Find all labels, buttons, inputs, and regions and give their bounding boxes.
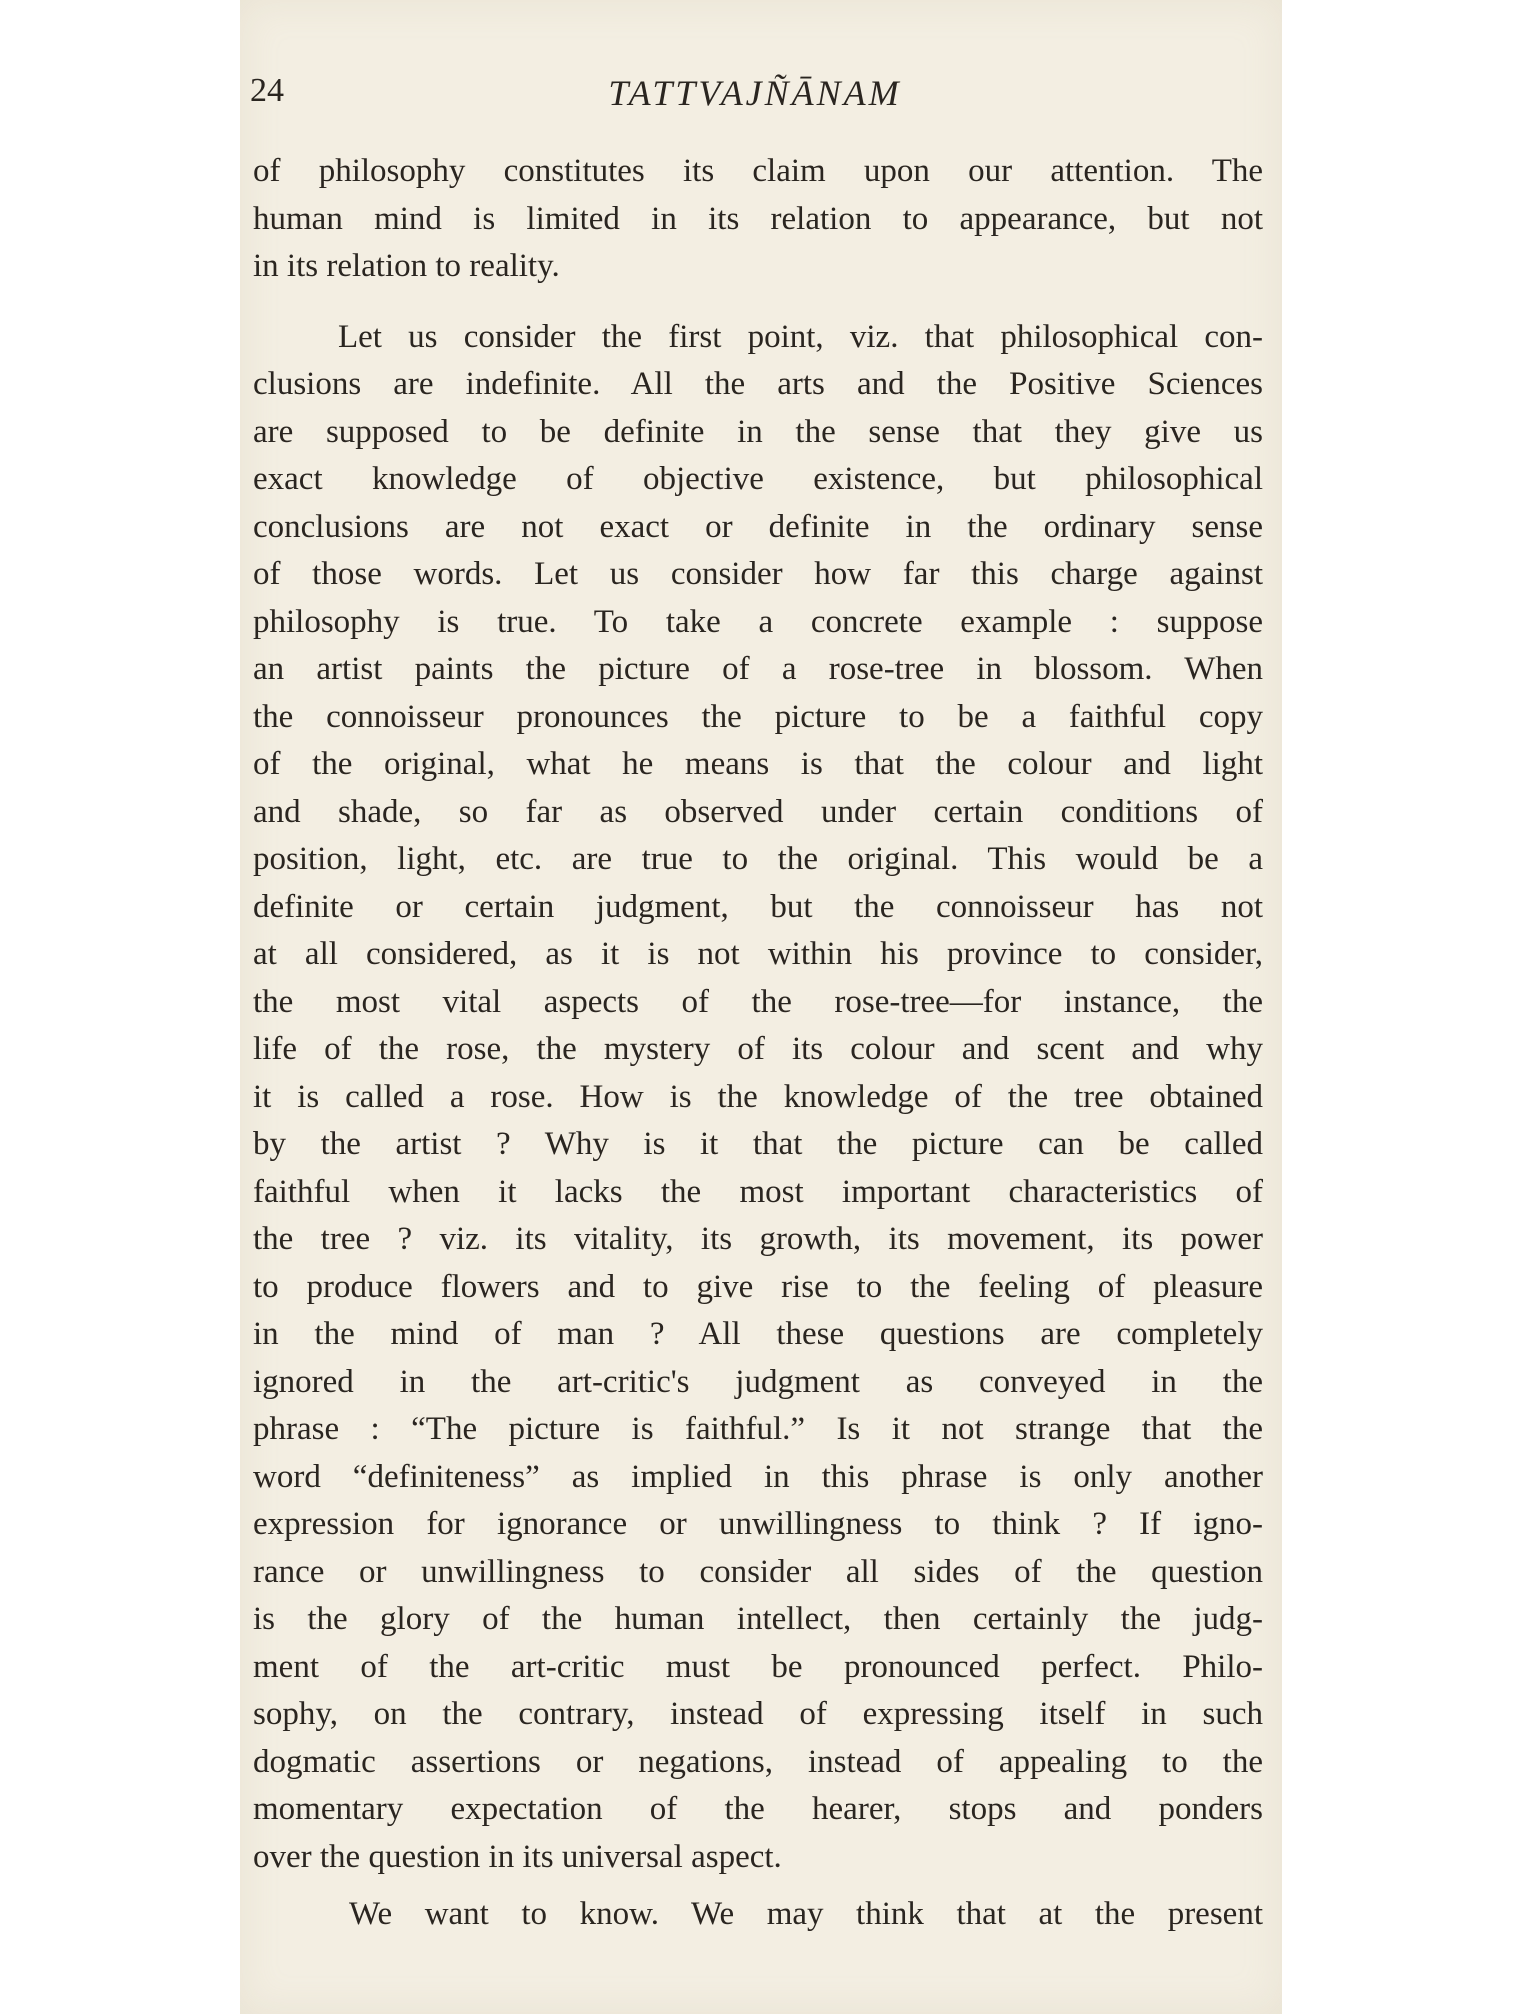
text-line: faithful when it lacks the most important characteristics of (253, 1173, 1263, 1210)
text-line: of those words. Let us consider how far this charge against (253, 556, 1263, 592)
text-line: an artist paints the picture of a rose-tree in blossom. When (253, 651, 1263, 687)
text-line: it is called a rose. How is the knowledge of the tree obtained (253, 1078, 1263, 1115)
text-line: sophy, on the contrary, instead of expressing itself in such (253, 1696, 1263, 1732)
body-text (253, 148, 1263, 1939)
text-line: Let us consider the first point, viz. that philosophical con- (338, 318, 1263, 355)
text-line: is the glory of the human intellect, then certainly the judg- (253, 1601, 1263, 1637)
text-line: clusions are indefinite. All the arts and the Positive Sciences (253, 366, 1263, 402)
text-line: phrase : “The picture is faithful.” Is it not strange that the (253, 1411, 1263, 1447)
text-line: are supposed to be definite in the sense that they give us (253, 413, 1263, 450)
text-line: rance or unwillingness to consider all sides of the question (253, 1553, 1263, 1590)
text-line: in the mind of man ? All these questions are completely (253, 1316, 1263, 1352)
text-line: momentary expectation of the hearer, stops and ponders (253, 1791, 1263, 1827)
paragraph-1 (253, 148, 1263, 291)
text-line: human mind is limited in its relation to appearance, but not (253, 200, 1263, 237)
text-line: conclusions are not exact or definite in the ordinary sense (253, 508, 1263, 545)
text-line: ignored in the art-critic's judgment as conveyed in the (253, 1363, 1263, 1400)
text-line: position, light, etc. are true to the original. This would be a (253, 841, 1263, 877)
text-line: We want to know. We may think that at the present (349, 1896, 1263, 1932)
page-number: 24 (250, 72, 284, 109)
text-line: by the artist ? Why is it that the picture can be called (253, 1126, 1263, 1162)
running-head (250, 64, 1260, 124)
text-line: philosophy is true. To take a concrete example : suppose (253, 603, 1263, 640)
text-line: ment of the art-critic must be pronounced perfect. Philo- (253, 1648, 1263, 1685)
text-line: word “definiteness” as implied in this phrase is only another (253, 1458, 1263, 1495)
text-line: and shade, so far as observed under certain conditions of (253, 793, 1263, 830)
paragraph-2 (253, 314, 1263, 1882)
text-line: the tree ? viz. its vitality, its growth, its movement, its power (253, 1221, 1263, 1257)
text-line: the most vital aspects of the rose-tree—for instance, the (253, 983, 1263, 1020)
text-line: to produce flowers and to give rise to the feeling of pleasure (253, 1268, 1263, 1305)
text-line: expression for ignorance or unwillingness to think ? If igno- (253, 1506, 1263, 1542)
text-line: of philosophy constitutes its claim upon our attention. The (253, 153, 1263, 189)
text-line: exact knowledge of objective existence, but philosophical (253, 461, 1263, 497)
text-line: over the question in its universal aspect. (253, 1838, 782, 1875)
text-line: in its relation to reality. (253, 248, 560, 284)
running-title: TATTVAJÑĀNAM (608, 73, 902, 113)
text-line: of the original, what he means is that the colour and light (253, 746, 1263, 782)
paragraph-3 (253, 1891, 1263, 1939)
text-line: definite or certain judgment, but the connoisseur has not (253, 888, 1263, 925)
text-line: at all considered, as it is not within his province to consider, (253, 936, 1263, 972)
text-line: life of the rose, the mystery of its colour and scent and why (253, 1031, 1263, 1067)
text-line: dogmatic assertions or negations, instead of appealing to the (253, 1743, 1263, 1780)
text-line: the connoisseur pronounces the picture to be a faithful copy (253, 698, 1263, 735)
